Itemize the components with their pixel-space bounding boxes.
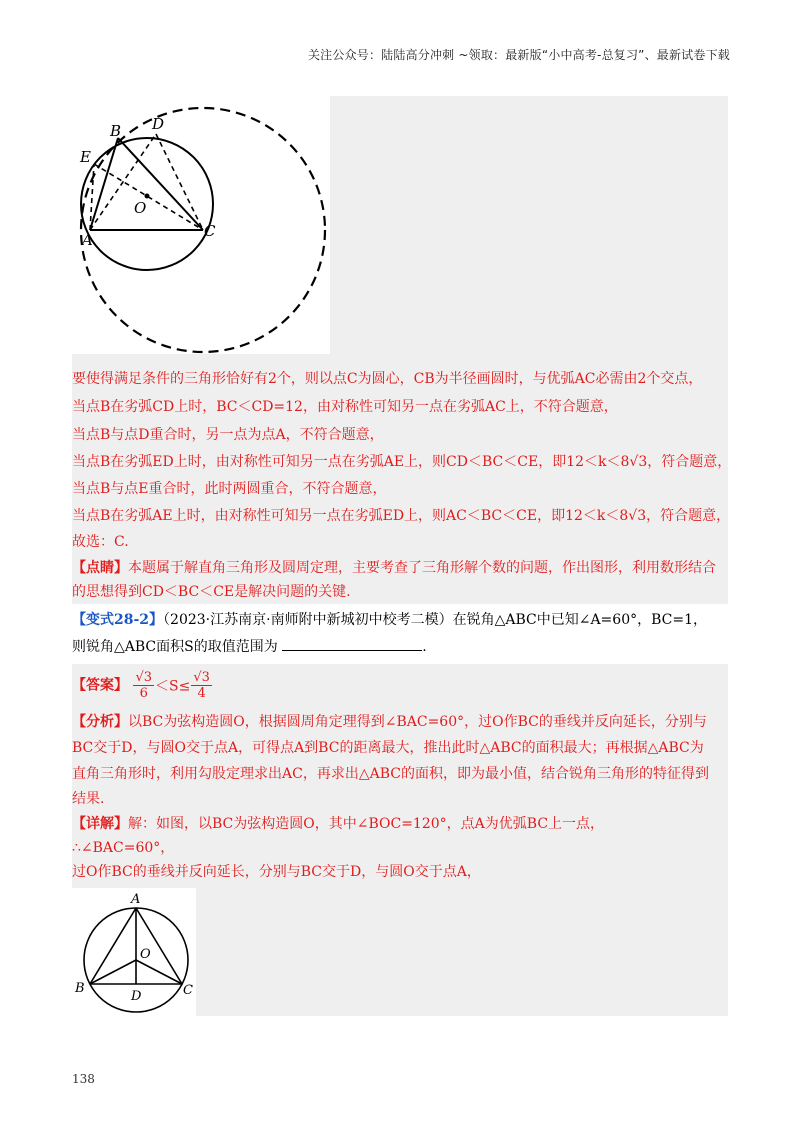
label-E: E [80,148,91,166]
label-D: D [152,115,165,133]
fig2-label-B: B [75,981,85,996]
analysis-line-4: 结果. [72,791,105,807]
solution-line-4: 当点B在劣弧ED上时，由对称性可知另一点在劣弧AE上，则CD＜BC＜CE，即12＜k＜8√3，符合题意， [72,454,732,470]
label-B: B [110,122,122,140]
problem-text-2: 则锐角△ABC面积S的取值范围为 [72,639,278,655]
analysis-tag: 【分析】 [72,714,128,730]
analysis-line-3: 直角三角形时，利用勾股定理求出AC，再求出△ABC的面积，即为最小值，结合锐角三角形的特征得到 [72,766,709,782]
solution-line-2: 当点B在劣弧CD上时，BC＜CD=12，由对称性可知另一点在劣弧AC上，不符合题意， [72,399,618,415]
shaded-panel-top [330,96,728,354]
answer-line [72,670,213,701]
problem-tag: 【变式28-2】 [72,612,164,628]
solution-line-1: 要使得满足条件的三角形恰好有2个，则以点C为圆心，CB为半径画圆时，与优弧AC必需由2个交点， [72,371,703,387]
problem-text-1: （2023·江苏南京·南师附中新城初中校考二模）在锐角△ABC中已知∠A=60°，BC=1， [163,612,707,628]
detail-line-1 [72,814,604,834]
detail-line-3: 过O作BC的垂线并反向延长，分别与BC交于D，与圆O交于点A， [72,864,481,880]
figure-circle-diagram-1 [72,96,330,354]
upper-denominator: 4 [197,686,206,701]
upper-numerator: √3 [193,670,210,685]
analysis-line-1 [72,712,707,732]
analysis-text-1: 以BC为弦构造圆O，根据圆周角定理得到∠BAC=60°，过O作BC的垂线并反向延长，分别与 [128,714,707,730]
problem-text-2-end: . [422,639,427,655]
fig2-label-O: O [140,947,151,962]
problem-line-2 [72,636,427,657]
answer-lower-fraction [133,670,154,701]
fig2-label-C: C [183,983,193,998]
lower-numerator: √3 [135,670,153,685]
detail-tag: 【详解】 [72,816,128,832]
answer-upper-fraction [191,670,212,701]
solution-line-3: 当点B与点D重合时，另一点为点A，不符合题意， [72,427,384,443]
answer-tag: 【答案】 [72,677,128,694]
comment-text-1: 本题属于解直角三角形及圆周定理，主要考查了三角形解个数的问题，作出图形，利用数形结合 [128,560,716,576]
solution-line-6: 当点B在劣弧AE上时，由对称性可知另一点在劣弧ED上，则AC＜BC＜CE，即12＜k＜8√3，符合题意， [72,508,731,524]
figure-circle-diagram-2 [72,888,196,1016]
problem-line-1 [72,610,707,630]
comment-line-2: 的思想得到CD＜BC＜CE是解决问题的关键. [72,584,351,600]
comment-line-1 [72,558,716,578]
detail-text-1: 解：如图，以BC为弦构造圆O，其中∠BOC=120°，点A为优弧BC上一点， [128,816,605,832]
label-O: O [134,199,147,217]
label-A: A [82,231,93,249]
analysis-line-2: BC交于D，与圆O交于点A，可得点A到BC的距离最大，推出此时△ABC的面积最大；再根据△ABC为 [72,740,704,756]
page-header: 关注公众号：陆陆高分冲刺 ~领取：最新版“小中高考-总复习”、最新试卷下载 [307,48,730,62]
solution-line-5: 当点B与点E重合时，此时两圆重合，不符合题意， [72,481,387,497]
answer-blank [282,636,422,651]
lower-denominator: 6 [139,686,148,701]
answer-middle: ＜S≤ [155,678,191,695]
page-number: 138 [72,1072,95,1086]
fig2-label-A: A [131,892,141,907]
fig2-label-D: D [131,989,142,1004]
comment-tag: 【点睛】 [72,560,128,576]
label-C: C [204,222,216,240]
solution-line-7: 故选：C. [72,534,129,550]
detail-line-2: ∴∠BAC=60°， [72,840,175,856]
